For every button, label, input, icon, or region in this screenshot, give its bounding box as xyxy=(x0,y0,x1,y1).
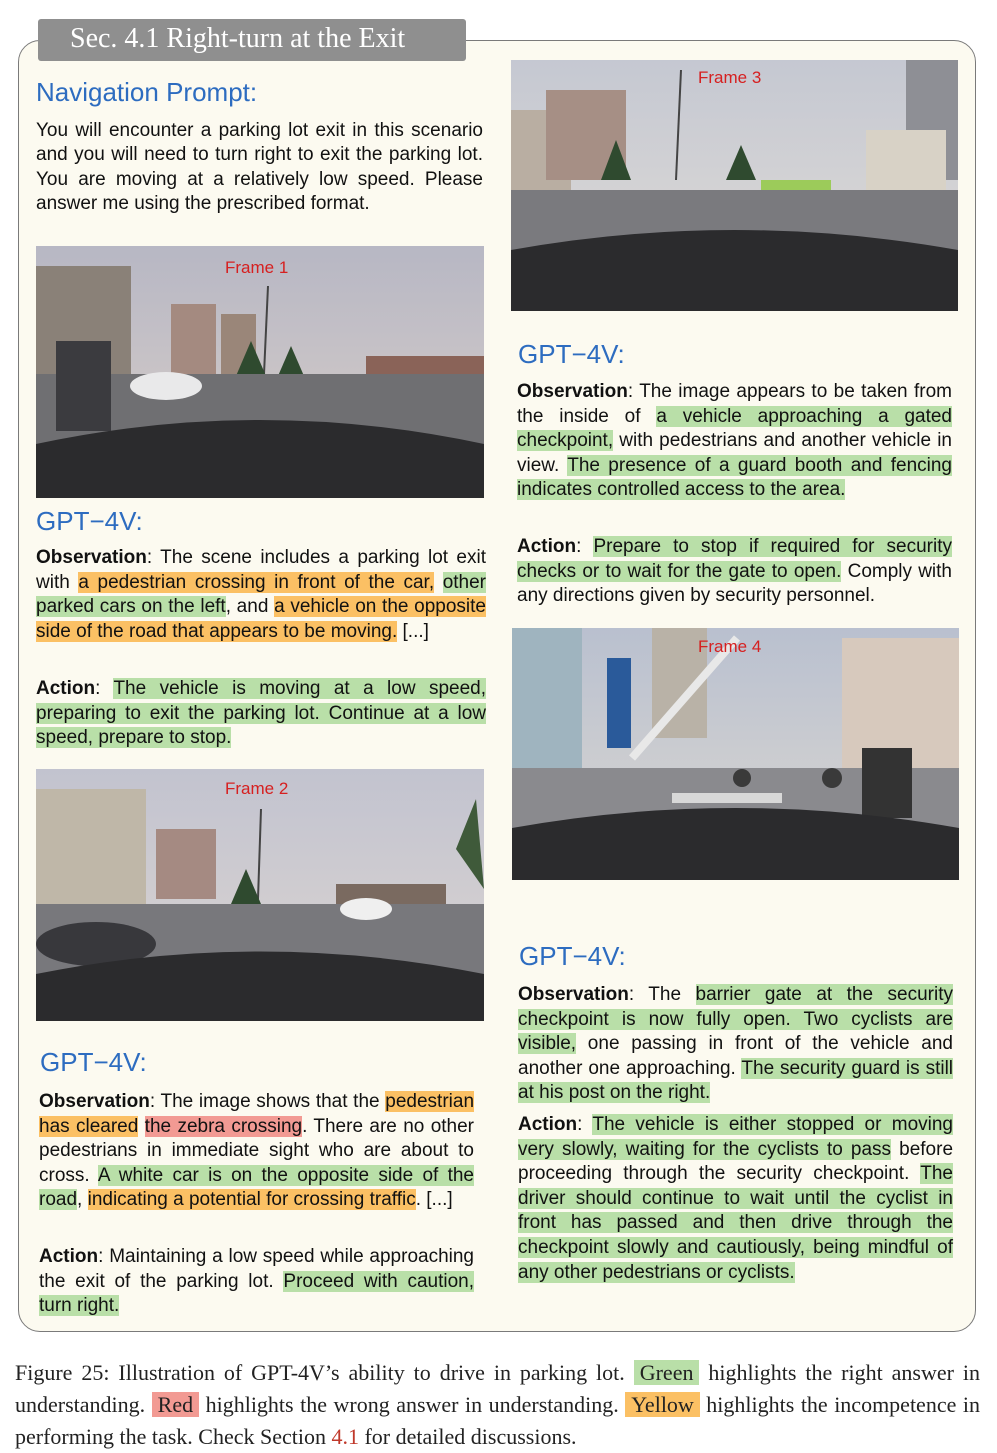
section-reference-link[interactable]: 4.1 xyxy=(331,1424,359,1449)
gpt4v-heading-4: GPT−4V: xyxy=(519,941,626,971)
caption-green-key: Green xyxy=(634,1360,700,1385)
response-1-observation: Observation: The scene includes a parking lot exit with a pedestrian crossing in front of the car, other parked cars on the left, and a vehicle on the opposite side of the road that appears to be moving. [...] xyxy=(36,547,487,642)
response-2-action: Action: Maintaining a low speed while approaching the exit of the parking lot. Proceed with caution, turn right. xyxy=(39,1246,475,1317)
frame-2-label: Frame 2 xyxy=(225,779,289,798)
response-4-action: Action: The vehicle is either stopped or moving very slowly, waiting for the cyclists to pass before proceeding through the security checkpoint. The driver should continue to wait until the cyclist in front has passed and then drive through the checkpoint slowly and cautiously, being mindful of any other pedestrians or cyclists. xyxy=(518,1114,954,1283)
prompt-text: You will encounter a parking lot exit in this scenario and you will need to turn right to exit the parking lot. You are moving at a relatively low speed. Please answer me using the prescribed format. xyxy=(36,120,483,215)
frame-1-image xyxy=(36,246,484,498)
observation-label: Observation xyxy=(39,1091,150,1112)
caption-yellow-key: Yellow xyxy=(625,1392,700,1417)
gpt4v-heading-3: GPT−4V: xyxy=(518,339,625,369)
response-1-action: Action: The vehicle is moving at a low speed, preparing to exit the parking lot. Continue at a low speed, prepare to stop. xyxy=(36,678,486,749)
observation-label: Observation xyxy=(36,547,147,568)
observation-label: Observation xyxy=(518,984,629,1005)
frame-3-image xyxy=(511,60,958,311)
frame-4-label: Frame 4 xyxy=(698,637,762,656)
response-4-observation: Observation: The barrier gate at the security checkpoint is now fully open. Two cyclists are visible, one passing in front of the vehicle and another one approaching. The security guard is still at his post on the right. xyxy=(518,984,954,1104)
frame-1-label: Frame 1 xyxy=(225,258,289,277)
section-title: Sec. 4.1 Right-turn at the Exit xyxy=(38,19,466,61)
action-label: Action xyxy=(39,1246,99,1267)
response-2-observation: Observation: The image shows that the pedestrian has cleared the zebra crossing. There are no other pedestrians in immediate sight who are about to cross. A white car is on the opposite side of the road, indicating a potential for crossing traffic. [...] xyxy=(39,1091,475,1211)
response-3-observation: Observation: The image appears to be taken from the inside of a vehicle approaching a gated checkpoint, with pedestrians and another vehicle in view. The presence of a guard booth and fencing indicates controlled access to the area. xyxy=(517,381,952,501)
frame-2-image xyxy=(36,769,484,1021)
action-label: Action xyxy=(36,678,96,699)
caption-red-key: Red xyxy=(152,1392,199,1417)
figure-caption: Figure 25: Illustration of GPT-4V’s ability to drive in parking lot. Green highlights the right answer in understanding. Red highlights the wrong answer in understanding. Yellow highlights the incompetence in performing the task. Check Section 4.1 for detailed discussions. xyxy=(15,1360,981,1449)
frame-4-image xyxy=(512,628,959,880)
response-3-action: Action: Prepare to stop if required for security checks or to wait for the gate to open. Comply with any directions given by security personnel. xyxy=(517,536,953,607)
action-label: Action xyxy=(518,1114,578,1135)
observation-label: Observation xyxy=(517,381,628,402)
prompt-heading: Navigation Prompt: xyxy=(36,77,258,107)
action-label: Action xyxy=(517,536,577,557)
gpt4v-heading-2: GPT−4V: xyxy=(40,1047,147,1077)
gpt4v-heading-1: GPT−4V: xyxy=(36,506,143,536)
frame-3-label: Frame 3 xyxy=(698,68,762,87)
